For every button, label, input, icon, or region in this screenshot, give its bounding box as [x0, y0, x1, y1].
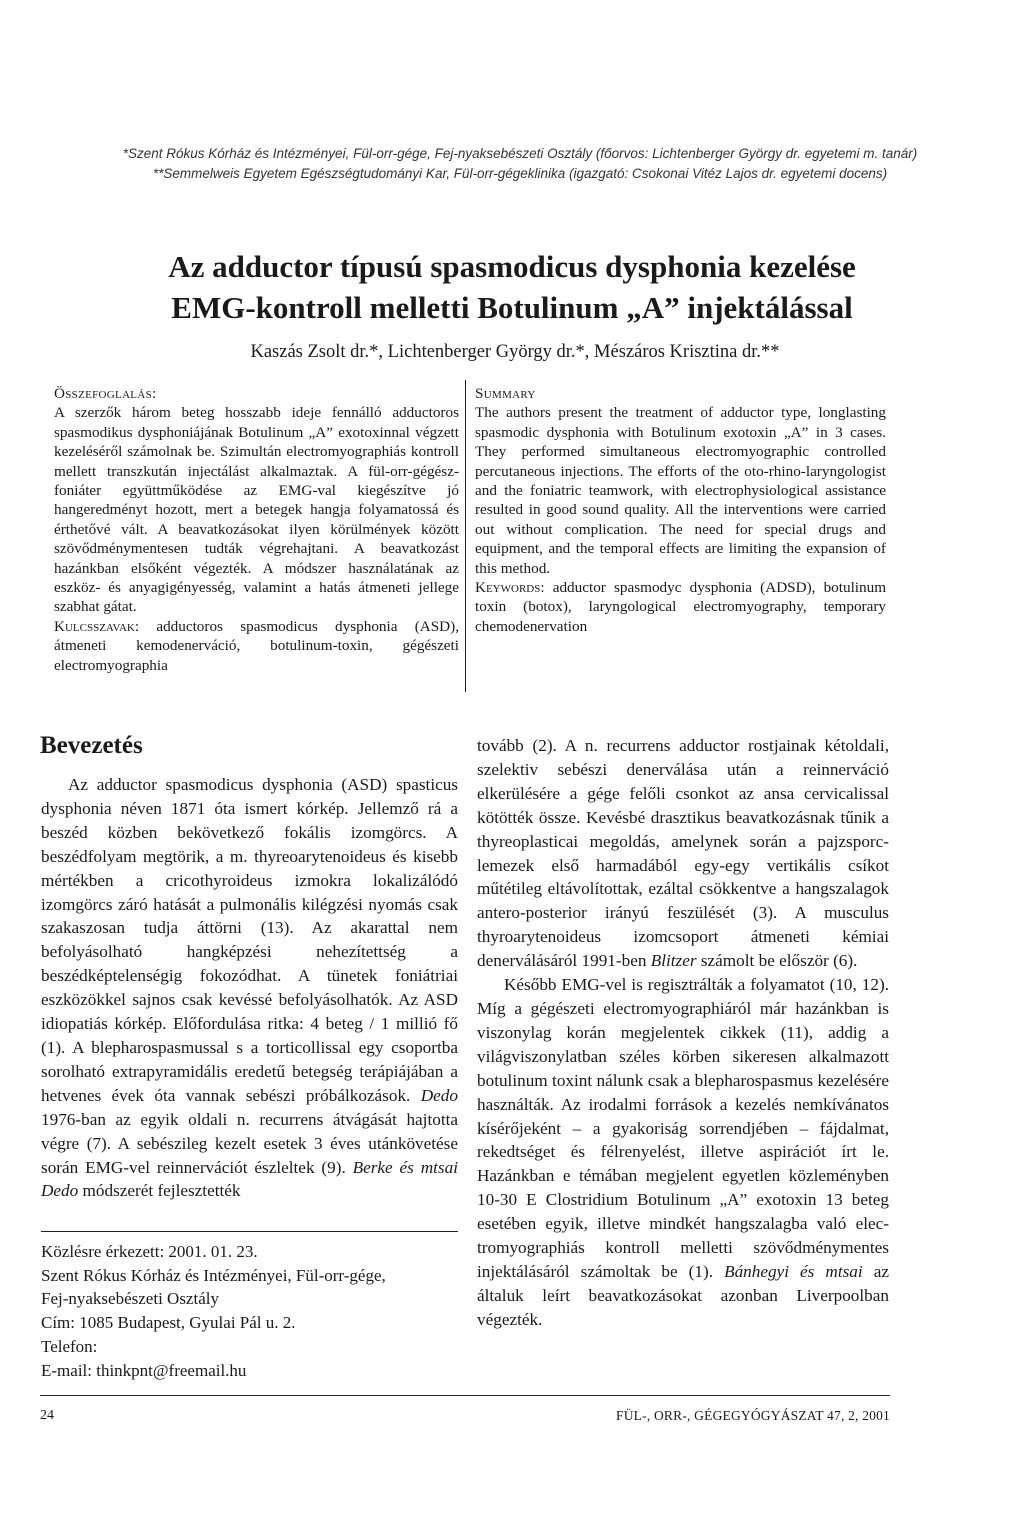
body-text: tovább (2). A n. recurrens adductor rostjainak kétoldali, szelektiv sebészi denerválása után a reinnerváció elkerülésére a gége felőli csonkot az ansa cervicalissal kötötték össze. Kevésbé drasztikus beavatkozásnak tűnik a thyreoplasticai megoldás, amelynek során a pajzsporc-lemezek első harmadából egy-egy vertikális csíkot műtétileg eltávolítottak, ezáltal csökkentve a hangszalagok antero-posterior irányú feszülését (3). A musculus thyroarytenoideus izomcsoport átmeneti kémiai denerválásáról 1991-ben — [477, 736, 889, 971]
footnote-divider — [41, 1231, 458, 1232]
abstract-english — [475, 384, 886, 636]
footer-rule — [40, 1395, 890, 1396]
body-text: módszerét fejlesztették — [78, 1181, 241, 1201]
section-heading-introduction: Bevezetés — [40, 732, 143, 759]
body-text: az általuk leírt beavatkozásokat azonban Liverpoolban végezték. — [477, 1261, 889, 1329]
keywords-text-en: adductor spasmodyc dysphonia (ADSD), botulinum toxin (botox), laryngological electromyography, temporary chemodenervation — [475, 579, 887, 635]
body-paragraph — [477, 973, 889, 1332]
abstract-hungarian-keywords — [54, 617, 459, 675]
keywords-text-hu: adductoros spasmodicus dysphonia (ASD), átmeneti kemodenerváció, botulinum-toxin, gégészeti electromyographia — [54, 617, 459, 674]
abstract-hungarian-text: A szerzők három beteg hosszabb ideje fennálló adductoros spasmodikus dysphoniájának Botulinum „A” exotoxinnal végzett kezeléséről számolnak be. Szimultán electromyographiás kontroll mellett transzkután injectálást alkalmaztak. A fül-orr-gégész-foniáter együttműködése az EMG-val kiegészítve jó hangeredményt hozott, mert a betegek hangja folyamatossá és érthetővé vált. A beavatkozásokat ilyen körülmények között szövődménymentesen tudták végrehajtani. A beavatkozást hazánkban elsőként végezték. A módszer használatának az eszköz- és anyagigényesség, valamint a hatás átmeneti jellege szabhat gátat. — [54, 404, 459, 616]
received-date: Közlésre érkezett: 2001. 01. 23. — [41, 1242, 258, 1261]
abstract-hungarian-heading: Összefoglalás: — [54, 385, 157, 402]
body-paragraph — [41, 773, 458, 1203]
institution-line: Szent Rókus Kórház és Intézményei, Fül-orr-gége, — [41, 1265, 386, 1285]
affiliation-line-1: *Szent Rókus Kórház és Intézményei, Fül-orr-gége, Fej-nyaksebészeti Osztály (főorvos: Lichtenberger György dr. egyetemi m. tanár) — [122, 146, 918, 161]
keywords-label-en: Keywords: — [475, 579, 545, 597]
citation-author: Berke és mtsai Dedo — [41, 1157, 458, 1201]
body-text: 1976-ban az egyik oldali n. recurrens átvágását hajtotta végre (7). A sebészileg kezelt esetek 3 éves utánkövetése során EMG-vel reinnervációt észleltek (9). — [41, 1109, 458, 1177]
page-number: 24 — [40, 1408, 54, 1423]
abstract-english-text: The authors present the treatment of adductor type, longlasting spasmodic dysphonia with Botulinum exotoxin „A” in 3 cases. They performed simultaneous electromyographic controlled percutaneous injections. The efforts of the oto-rhino-laryngologist and the foniatric teamwork, with electrophysiological assistance resulted in good sound quality. All the interventions were carried out without complication. The need for special drugs and equipment, and the temporal effects are limiting the expansion of this method. — [475, 404, 886, 577]
body-column-left — [41, 773, 458, 1203]
body-column-right — [477, 734, 889, 1332]
body-text: Az adductor spasmodicus dysphonia (ASD) spasticus dysphonia néven 1871 óta ismert kórkép. Jellemző rá a beszéd közben bekövetkező fokális izomgörcs. A beszédfolyam megtörik, a m. thyreoarytenoideus és kisebb mértékben a cricothyroideus izmokra lokalizálódó izomgörcs záró hatását a pulmonális kilégzési nyomás csak szakaszosan tudja áttörni (13). Az akarattal nem befolyásolható hangképzési nehezítettség a beszédképtelenségig fokozódhat. A tünetek foniátriai eszközökkel sajnos csak kevéssé befolyásolhatók. Az ASD idiopatiás kórkép. Előfordulása ritka: 4 beteg / 1 millió fő (1). A blepharospasmussal s a torticollissal egy csoportba sorolható extrapyramidális eredetű betegség terápiájában a hetvenes évek óta vannak sebészi próbálkozások. — [41, 775, 458, 1105]
citation-author: Blitzer — [650, 951, 697, 971]
abstract-english-keywords — [475, 578, 886, 636]
address-line: Cím: 1085 Budapest, Gyulai Pál u. 2. — [41, 1313, 296, 1333]
affiliation-line-2: **Semmelweis Egyetem Egészségtudományi Kar, Fül-orr-gégeklinika (igazgató: Csokonai Vitéz Lajos dr. egyetemi docens) — [152, 166, 888, 181]
citation-author: Bánhegyi és mtsai — [724, 1261, 863, 1281]
phone-line: Telefon: — [41, 1336, 98, 1356]
correspondence-info — [41, 1240, 471, 1382]
body-text: Később EMG-vel is regisztrálták a folyamatot (10, 12). Míg a gégészeti electromyographiáról már hazánkban is viszonylag korán megjelentek cikkek (11), addig a világviszonylatban széles körben sikeresen alkalmazott botulinum toxint nálunk csak a blepharospasmus kezelésére használták. Az irodalmi források a kezelés nemkívánatos kísérőjeként – a gyakoriság sorrendjében – fájdalmat, rekedtséget és félrenyelést, illetve aspirációt írt le. Hazánkban e témában megjelent egyetlen közleményben 10-30 E Clostridium Botulinum „A” exotoxin 13 beteg esetében egyik, illetve mindkét hangszalagba való electromyographiás kontroll melletti szövődménymentes injektálásáról számoltak be (1). — [477, 975, 889, 1281]
keywords-label-hu: Kulcsszavak: — [54, 617, 140, 635]
body-paragraph — [477, 734, 889, 973]
body-text: számolt be először (6). — [696, 951, 858, 971]
article-title-line-1: Az adductor típusú spasmodicus dysphonia kezelése — [168, 249, 856, 284]
author-list: Kaszás Zsolt dr.*, Lichtenberger György dr.*, Mészáros Krisztina dr.** — [250, 342, 780, 362]
journal-reference: FÜL-, ORR-, GÉGEGYÓGYÁSZAT 47, 2, 2001 — [616, 1408, 890, 1423]
department-line: Fej-nyaksebészeti Osztály — [41, 1289, 219, 1309]
email-line: E-mail: thinkpnt@freemail.hu — [41, 1360, 247, 1380]
abstract-column-divider — [465, 380, 466, 692]
abstract-hungarian — [54, 384, 459, 675]
abstract-english-heading: Summary — [475, 385, 536, 402]
citation-author: Dedo — [420, 1085, 458, 1105]
article-title-line-2: EMG-kontroll melletti Botulinum „A” injektálással — [171, 290, 853, 325]
